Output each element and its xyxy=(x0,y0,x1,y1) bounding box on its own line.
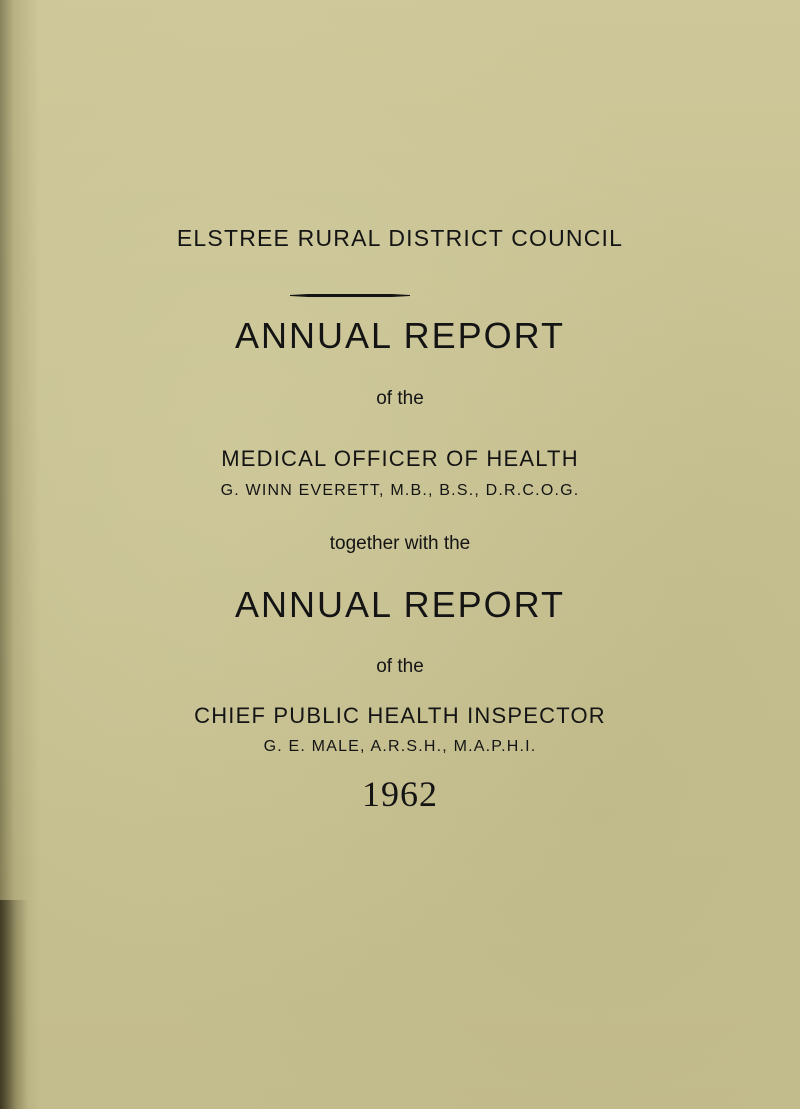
report-title-inspector: ANNUAL REPORT xyxy=(234,584,566,625)
medical-officer-name: G. WINN EVERETT, M.B., B.S., D.R.C.O.G. xyxy=(220,482,580,499)
together-with-label: together with the xyxy=(329,533,471,554)
chief-inspector-heading: CHIEF PUBLIC HEALTH INSPECTOR xyxy=(194,703,606,728)
title-divider-rule-line xyxy=(290,295,410,296)
chief-inspector-name: G. E. MALE, A.R.S.H., M.A.P.H.I. xyxy=(263,738,537,755)
report-year: 1962 xyxy=(362,774,438,814)
of-the-label-medical: of the xyxy=(376,388,424,409)
of-the-label-inspector: of the xyxy=(376,656,424,677)
report-title-medical: ANNUAL REPORT xyxy=(234,315,566,356)
council-name: ELSTREE RURAL DISTRICT COUNCIL xyxy=(176,225,624,251)
medical-officer-heading: MEDICAL OFFICER OF HEALTH xyxy=(221,446,579,471)
page-edge-binding xyxy=(0,900,28,1109)
